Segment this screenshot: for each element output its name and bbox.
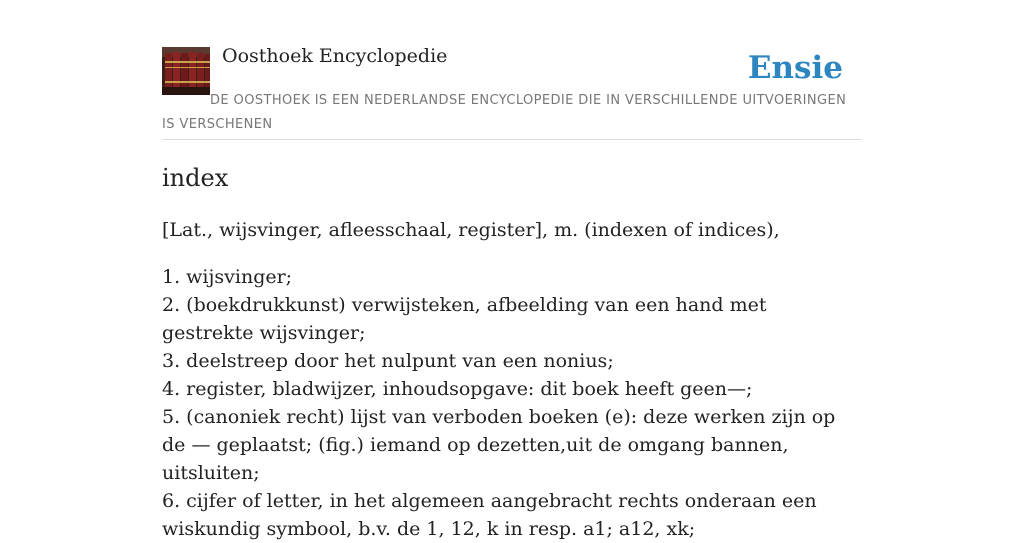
definition-item: 3. deelstreep door het nulpunt van een nonius;	[162, 350, 614, 372]
definition-item: 6. cijfer of letter, in het algemeen aangebracht rechts onderaan een wiskundig symbool, b.v. de 1, 12, k in resp. a1; a12, xk;	[162, 490, 817, 540]
site-header	[162, 0, 862, 140]
encyclopedia-books-icon	[162, 47, 210, 95]
source-avatar[interactable]	[162, 47, 210, 95]
definition-item: 2. (boekdrukkunst) verwijsteken, afbeelding van een hand met gestrekte wijsvinger;	[162, 294, 767, 344]
source-tagline: DE OOSTHOEK IS EEN NEDERLANDSE ENCYCLOPEDIE DIE IN VERSCHILLENDE UITVOERINGEN IS VERSCHENEN	[162, 93, 847, 132]
entry-etymology: [Lat., wijsvinger, afleesschaal, register], m. (indexen of indices),	[162, 219, 780, 241]
source-name-link[interactable]: Oosthoek Encyclopedie	[222, 45, 448, 67]
definition-list	[162, 263, 862, 543]
definition-item: 1. wijsvinger;	[162, 266, 293, 288]
ensie-logo-link[interactable]: Ensie	[747, 50, 843, 86]
entry-title: index	[162, 164, 229, 192]
definition-item: 5. (canoniek recht) lijst van verboden boeken (e): deze werken zijn op de — geplaatst; (fig.) iemand op dezetten,uit de omgang bannen, uitsluiten;	[162, 406, 836, 484]
definition-item: 4. register, bladwijzer, inhoudsopgave: dit boek heeft geen—;	[162, 378, 753, 400]
